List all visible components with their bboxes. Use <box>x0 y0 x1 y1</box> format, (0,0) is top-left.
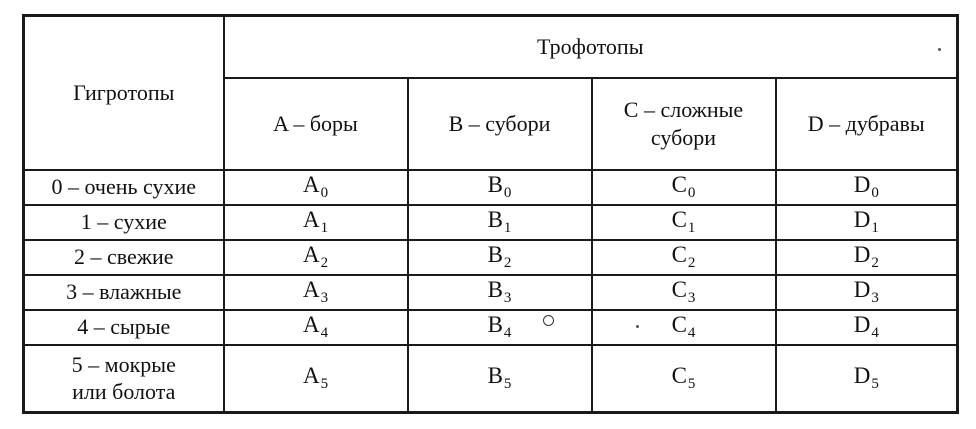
trophotope-symbol: B <box>487 363 503 389</box>
table-header <box>24 16 958 170</box>
column-header-a: A – боры <box>224 78 408 170</box>
trophotope-symbol: D <box>853 312 871 338</box>
column-header-b: B – субори <box>408 78 592 170</box>
row-header-hygrotope: 1 – сухие <box>24 205 224 240</box>
cell-d-1 <box>776 205 958 240</box>
row-header-hygrotope: 0 – очень сухие <box>24 170 224 205</box>
scan-artifact-dot <box>938 48 941 51</box>
cell-c-2 <box>592 240 776 275</box>
hygrotope-subscript: 5 <box>503 376 512 393</box>
cell-b-4 <box>408 310 592 345</box>
row-header-hygrotope: 4 – сырые <box>24 310 224 345</box>
hygrotope-subscript: 4 <box>320 325 329 342</box>
edaphic-grid-table <box>22 14 959 414</box>
hygrotope-subscript: 0 <box>687 185 696 202</box>
hygrotope-subscript: 3 <box>503 290 512 307</box>
hygrotope-subscript: 1 <box>503 220 512 237</box>
cell-b-5 <box>408 345 592 413</box>
trophotope-symbol: D <box>853 363 871 389</box>
trophotope-symbol: B <box>487 207 503 233</box>
hygrotope-subscript: 2 <box>687 255 696 272</box>
trophotope-symbol: A <box>302 363 320 389</box>
cell-c-1 <box>592 205 776 240</box>
hygrotope-subscript: 5 <box>871 376 879 393</box>
trophotope-symbol: C <box>671 207 687 233</box>
trophotope-symbol: A <box>302 242 320 268</box>
table-row <box>24 240 958 275</box>
trophotope-symbol: A <box>302 312 320 338</box>
hygrotopes-header: Гигротопы <box>24 16 224 170</box>
trophotope-symbol: C <box>671 242 687 268</box>
hygrotope-subscript: 3 <box>320 290 329 307</box>
trophotope-symbol: D <box>853 207 871 233</box>
cell-d-0 <box>776 170 958 205</box>
row-header-hygrotope: 3 – влажные <box>24 275 224 310</box>
header-row-top <box>24 16 958 78</box>
trophotope-symbol: D <box>853 172 871 198</box>
cell-a-1 <box>224 205 408 240</box>
hygrotope-subscript: 2 <box>871 255 879 272</box>
table-row <box>24 275 958 310</box>
hygrotope-subscript: 0 <box>320 185 329 202</box>
trophotope-symbol: A <box>302 172 320 198</box>
cell-d-2 <box>776 240 958 275</box>
hygrotope-subscript: 5 <box>687 376 696 393</box>
column-header-d: D – дубравы <box>776 78 958 170</box>
table-row <box>24 205 958 240</box>
hygrotope-subscript: 1 <box>687 220 696 237</box>
table-row <box>24 170 958 205</box>
trophotope-symbol: B <box>487 242 503 268</box>
trophotope-symbol: B <box>487 172 503 198</box>
trophotope-symbol: C <box>671 363 687 389</box>
cell-c-0 <box>592 170 776 205</box>
trophotope-symbol: D <box>853 277 871 303</box>
table-row <box>24 345 958 413</box>
cell-b-0 <box>408 170 592 205</box>
row-header-hygrotope: 5 – мокрые или болота <box>24 345 224 413</box>
cell-d-5 <box>776 345 958 413</box>
cell-a-3 <box>224 275 408 310</box>
cell-d-4 <box>776 310 958 345</box>
hygrotope-subscript: 4 <box>503 325 512 342</box>
cell-c-3 <box>592 275 776 310</box>
cell-a-0 <box>224 170 408 205</box>
trophotope-symbol: D <box>853 242 871 268</box>
trophotope-symbol: C <box>671 277 687 303</box>
hygrotope-subscript: 1 <box>320 220 329 237</box>
cell-b-2 <box>408 240 592 275</box>
cell-d-3 <box>776 275 958 310</box>
trophotope-symbol: A <box>302 207 320 233</box>
table-row <box>24 310 958 345</box>
column-header-c: C – сложные субори <box>592 78 776 170</box>
hygrotope-subscript: 0 <box>503 185 512 202</box>
hygrotope-subscript: 5 <box>320 376 329 393</box>
scan-artifact-dot <box>636 325 639 328</box>
hygrotope-subscript: 4 <box>871 325 879 342</box>
hygrotope-subscript: 3 <box>687 290 696 307</box>
scan-artifact-circle <box>543 315 554 326</box>
hygrotope-subscript: 2 <box>503 255 512 272</box>
hygrotope-subscript: 2 <box>320 255 329 272</box>
hygrotope-subscript: 3 <box>871 290 879 307</box>
trophotope-symbol: A <box>302 277 320 303</box>
trophotopes-header: Трофотопы <box>224 16 958 78</box>
trophotope-symbol: C <box>671 172 687 198</box>
trophotope-symbol: B <box>487 277 503 303</box>
hygrotope-subscript: 0 <box>871 185 879 202</box>
hygrotope-subscript: 1 <box>871 220 879 237</box>
table-body <box>24 170 958 413</box>
cell-c-5 <box>592 345 776 413</box>
cell-a-4 <box>224 310 408 345</box>
cell-a-5 <box>224 345 408 413</box>
cell-c-4 <box>592 310 776 345</box>
trophotope-symbol: B <box>487 312 503 338</box>
trophotope-symbol: C <box>671 312 687 338</box>
cell-b-1 <box>408 205 592 240</box>
row-header-hygrotope: 2 – свежие <box>24 240 224 275</box>
cell-b-3 <box>408 275 592 310</box>
cell-a-2 <box>224 240 408 275</box>
hygrotope-subscript: 4 <box>687 325 696 342</box>
